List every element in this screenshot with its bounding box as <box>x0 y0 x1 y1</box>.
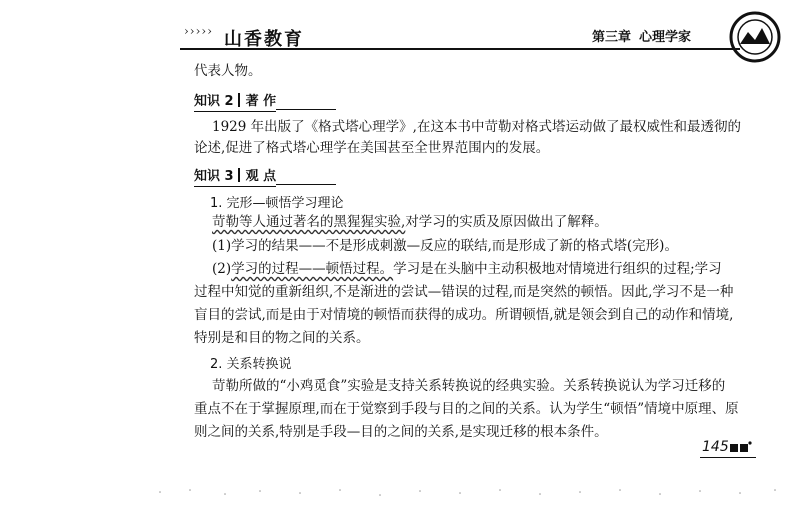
header-rule <box>180 48 740 50</box>
text-line: 代表人物。 <box>194 63 262 79</box>
sub-heading-insight-theory: 1. 完形—顿悟学习理论 <box>210 196 344 211</box>
scan-noise <box>150 484 790 500</box>
paragraph-line: 过程中知觉的重新组织,不是渐进的尝试—错误的过程,而是突然的顿悟。因此,学习不是一种 <box>194 284 734 300</box>
section-title: 著 作 <box>245 94 277 109</box>
section-heading-works <box>194 90 276 112</box>
paragraph-line: 1929 年出版了《格式塔心理学》,在这本书中苛勒对格式塔运动做了最权威性和最透彻的 <box>212 119 741 135</box>
paragraph-line <box>212 260 722 278</box>
paragraph-line: 特别是和目的物之间的关系。 <box>194 330 370 346</box>
paragraph-line: 重点不在于掌握原理,而在于觉察到手段与目的之间的关系。认为学生“顿悟”情境中原理、原 <box>194 401 739 417</box>
underlined-text: 苛勒等人通过著名的黑猩猩实验, <box>212 214 406 230</box>
paragraph-line <box>212 213 608 231</box>
section-rule <box>276 109 336 110</box>
brand-name: 山香教育 <box>224 29 304 50</box>
section-rule <box>276 184 336 185</box>
page-number-rule <box>700 457 756 458</box>
section-number: 知识 2 <box>194 94 234 109</box>
text-span: (2) <box>212 261 232 277</box>
underlined-text: 学习的过程——顿悟过程。 <box>231 261 394 277</box>
section-divider <box>238 168 240 182</box>
chapter-subject: 心理学家 <box>639 30 692 45</box>
section-title: 观 点 <box>245 169 277 184</box>
paragraph-line: 盲目的尝试,而是由于对情境的顿悟而获得的成功。所谓顿悟,就是领会到自己的动作和情境, <box>194 307 734 323</box>
page-marker-icon <box>730 441 752 455</box>
brand-dots-icon: ››››› <box>184 24 213 38</box>
page-header <box>180 22 740 48</box>
chapter-title <box>592 26 699 45</box>
sub-heading-relation-theory: 2. 关系转换说 <box>210 357 292 372</box>
section-number: 知识 3 <box>194 169 234 184</box>
text-span: 学习是在头脑中主动积极地对情境进行组织的过程;学习 <box>393 261 722 277</box>
page-number: 145 <box>702 439 729 455</box>
section-divider <box>238 93 240 107</box>
text-span: 对学习的实质及原因做出了解释。 <box>405 214 608 230</box>
paragraph-line: 论述,促进了格式塔心理学在美国甚至全世界范围内的发展。 <box>194 140 550 156</box>
paragraph-line: 则之间的关系,特别是手段—目的之间的关系,是实现迁移的根本条件。 <box>194 424 608 440</box>
paragraph-line: 苛勒所做的“小鸡觅食”实验是支持关系转换说的经典实验。关系转换说认为学习迁移的 <box>212 378 726 394</box>
paragraph-line: (1)学习的结果——不是形成刺激—反应的联结,而是形成了新的格式塔(完形)。 <box>212 238 678 254</box>
chapter-number: 第三章 <box>592 30 632 45</box>
section-heading-views <box>194 165 276 187</box>
publisher-seal-icon <box>728 10 782 64</box>
